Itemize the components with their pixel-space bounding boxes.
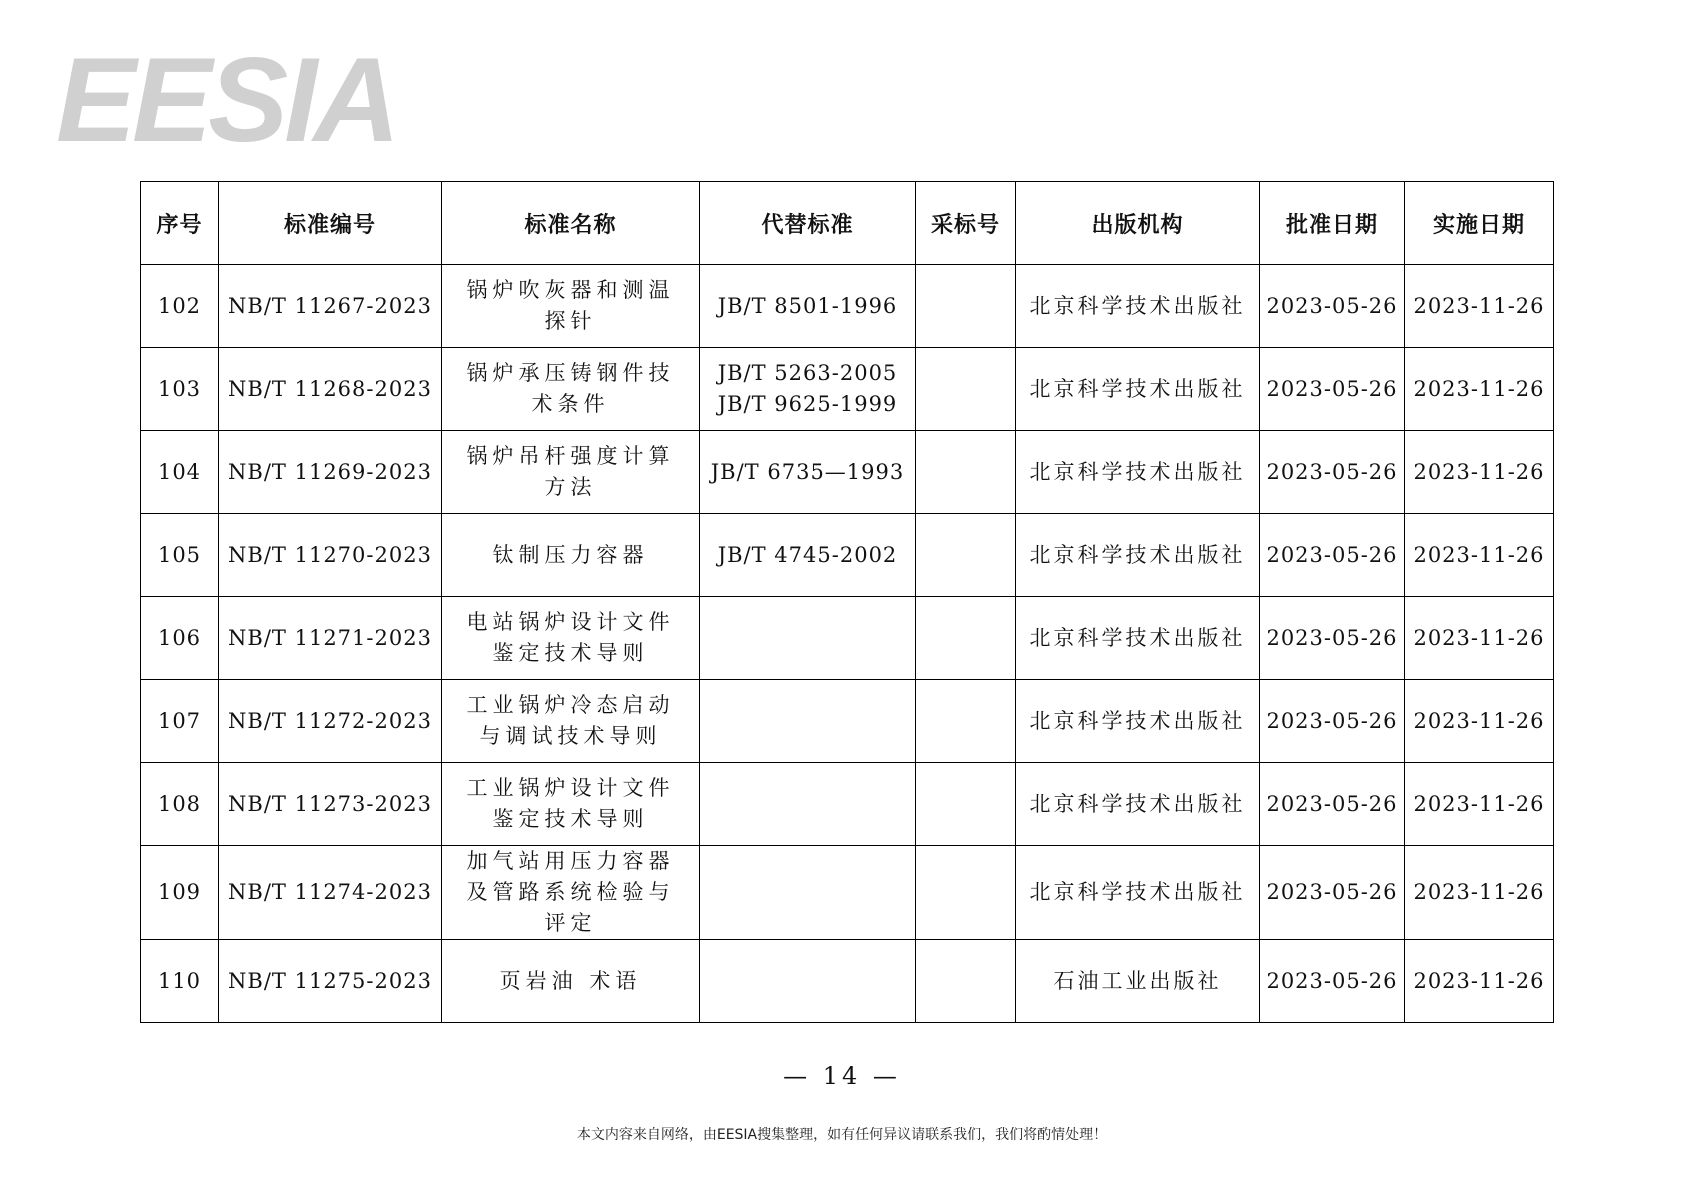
cell-publisher: 北京科学技术出版社 <box>1016 763 1260 846</box>
replaced-standard: JB/T 5263-2005 <box>717 361 898 385</box>
cell-name: 钛制压力容器 <box>442 514 700 597</box>
cell-code: NB/T 11273-2023 <box>219 763 442 846</box>
cell-effective-date: 2023-11-26 <box>1405 680 1554 763</box>
cell-adopted <box>916 514 1016 597</box>
cell-code: NB/T 11270-2023 <box>219 514 442 597</box>
cell-replaces <box>700 514 916 597</box>
table-row <box>141 763 1554 846</box>
cell-name: 锅炉承压铸钢件技术条件 <box>442 348 700 431</box>
header-adopted: 采标号 <box>916 182 1016 265</box>
cell-replaces <box>700 597 916 680</box>
replaced-standard: JB/T 4745-2002 <box>717 542 898 567</box>
cell-approved-date: 2023-05-26 <box>1260 597 1405 680</box>
header-publisher: 出版机构 <box>1016 182 1260 265</box>
cell-adopted <box>916 431 1016 514</box>
cell-adopted <box>916 597 1016 680</box>
cell-name: 加气站用压力容器及管路系统检验与评定 <box>442 846 700 940</box>
cell-approved-date: 2023-05-26 <box>1260 940 1405 1023</box>
cell-publisher: 北京科学技术出版社 <box>1016 680 1260 763</box>
cell-seq: 109 <box>141 846 219 940</box>
cell-effective-date: 2023-11-26 <box>1405 348 1554 431</box>
cell-adopted <box>916 940 1016 1023</box>
cell-effective-date: 2023-11-26 <box>1405 514 1554 597</box>
cell-code: NB/T 11267-2023 <box>219 265 442 348</box>
cell-adopted <box>916 348 1016 431</box>
table-row <box>141 431 1554 514</box>
cell-adopted <box>916 680 1016 763</box>
cell-seq: 102 <box>141 265 219 348</box>
cell-replaces <box>700 680 916 763</box>
cell-effective-date: 2023-11-26 <box>1405 431 1554 514</box>
table-row <box>141 940 1554 1023</box>
cell-code: NB/T 11272-2023 <box>219 680 442 763</box>
cell-effective-date: 2023-11-26 <box>1405 940 1554 1023</box>
cell-seq: 103 <box>141 348 219 431</box>
table-row <box>141 846 1554 940</box>
cell-code: NB/T 11275-2023 <box>219 940 442 1023</box>
cell-approved-date: 2023-05-26 <box>1260 680 1405 763</box>
cell-publisher: 北京科学技术出版社 <box>1016 846 1260 940</box>
eesia-watermark-logo: EESIA <box>56 33 397 167</box>
cell-name: 工业锅炉冷态启动与调试技术导则 <box>442 680 700 763</box>
header-approved-date: 批准日期 <box>1260 182 1405 265</box>
header-code: 标准编号 <box>219 182 442 265</box>
header-replaces: 代替标准 <box>700 182 916 265</box>
cell-replaces <box>700 348 916 431</box>
cell-publisher: 北京科学技术出版社 <box>1016 597 1260 680</box>
cell-adopted <box>916 265 1016 348</box>
cell-seq: 107 <box>141 680 219 763</box>
cell-approved-date: 2023-05-26 <box>1260 846 1405 940</box>
replaced-standard: JB/T 6735—1993 <box>710 459 905 484</box>
table-row <box>141 265 1554 348</box>
replaced-standard: JB/T 9625-1999 <box>717 392 898 416</box>
cell-seq: 110 <box>141 940 219 1023</box>
standards-table <box>140 181 1554 1023</box>
cell-code: NB/T 11271-2023 <box>219 597 442 680</box>
cell-approved-date: 2023-05-26 <box>1260 763 1405 846</box>
cell-effective-date: 2023-11-26 <box>1405 846 1554 940</box>
cell-effective-date: 2023-11-26 <box>1405 763 1554 846</box>
cell-replaces <box>700 846 916 940</box>
table-row <box>141 514 1554 597</box>
table-row <box>141 348 1554 431</box>
header-effective-date: 实施日期 <box>1405 182 1554 265</box>
cell-name: 页岩油 术语 <box>442 940 700 1023</box>
table-header-row <box>141 182 1554 265</box>
cell-publisher: 北京科学技术出版社 <box>1016 265 1260 348</box>
table-row <box>141 597 1554 680</box>
cell-approved-date: 2023-05-26 <box>1260 431 1405 514</box>
cell-adopted <box>916 763 1016 846</box>
page-number: — 14 — <box>783 1062 901 1090</box>
cell-adopted <box>916 846 1016 940</box>
cell-effective-date: 2023-11-26 <box>1405 597 1554 680</box>
cell-seq: 108 <box>141 763 219 846</box>
cell-name: 锅炉吹灰器和测温探针 <box>442 265 700 348</box>
cell-publisher: 北京科学技术出版社 <box>1016 348 1260 431</box>
cell-code: NB/T 11269-2023 <box>219 431 442 514</box>
cell-replaces <box>700 265 916 348</box>
cell-publisher: 北京科学技术出版社 <box>1016 514 1260 597</box>
cell-replaces <box>700 431 916 514</box>
cell-seq: 106 <box>141 597 219 680</box>
cell-approved-date: 2023-05-26 <box>1260 348 1405 431</box>
cell-name: 锅炉吊杆强度计算方法 <box>442 431 700 514</box>
cell-replaces <box>700 940 916 1023</box>
cell-name: 电站锅炉设计文件鉴定技术导则 <box>442 597 700 680</box>
cell-replaces <box>700 763 916 846</box>
cell-approved-date: 2023-05-26 <box>1260 514 1405 597</box>
cell-publisher: 北京科学技术出版社 <box>1016 431 1260 514</box>
cell-publisher: 石油工业出版社 <box>1016 940 1260 1023</box>
cell-approved-date: 2023-05-26 <box>1260 265 1405 348</box>
cell-name: 工业锅炉设计文件鉴定技术导则 <box>442 763 700 846</box>
cell-seq: 105 <box>141 514 219 597</box>
cell-code: NB/T 11268-2023 <box>219 348 442 431</box>
cell-effective-date: 2023-11-26 <box>1405 265 1554 348</box>
cell-seq: 104 <box>141 431 219 514</box>
cell-code: NB/T 11274-2023 <box>219 846 442 940</box>
header-name: 标准名称 <box>442 182 700 265</box>
replaced-standard: JB/T 8501-1996 <box>717 293 898 318</box>
table-row <box>141 680 1554 763</box>
footer-note: 本文内容来自网络，由EESIA搜集整理，如有任何异议请联系我们，我们将酌情处理！ <box>576 1127 1108 1143</box>
header-seq: 序号 <box>141 182 219 265</box>
